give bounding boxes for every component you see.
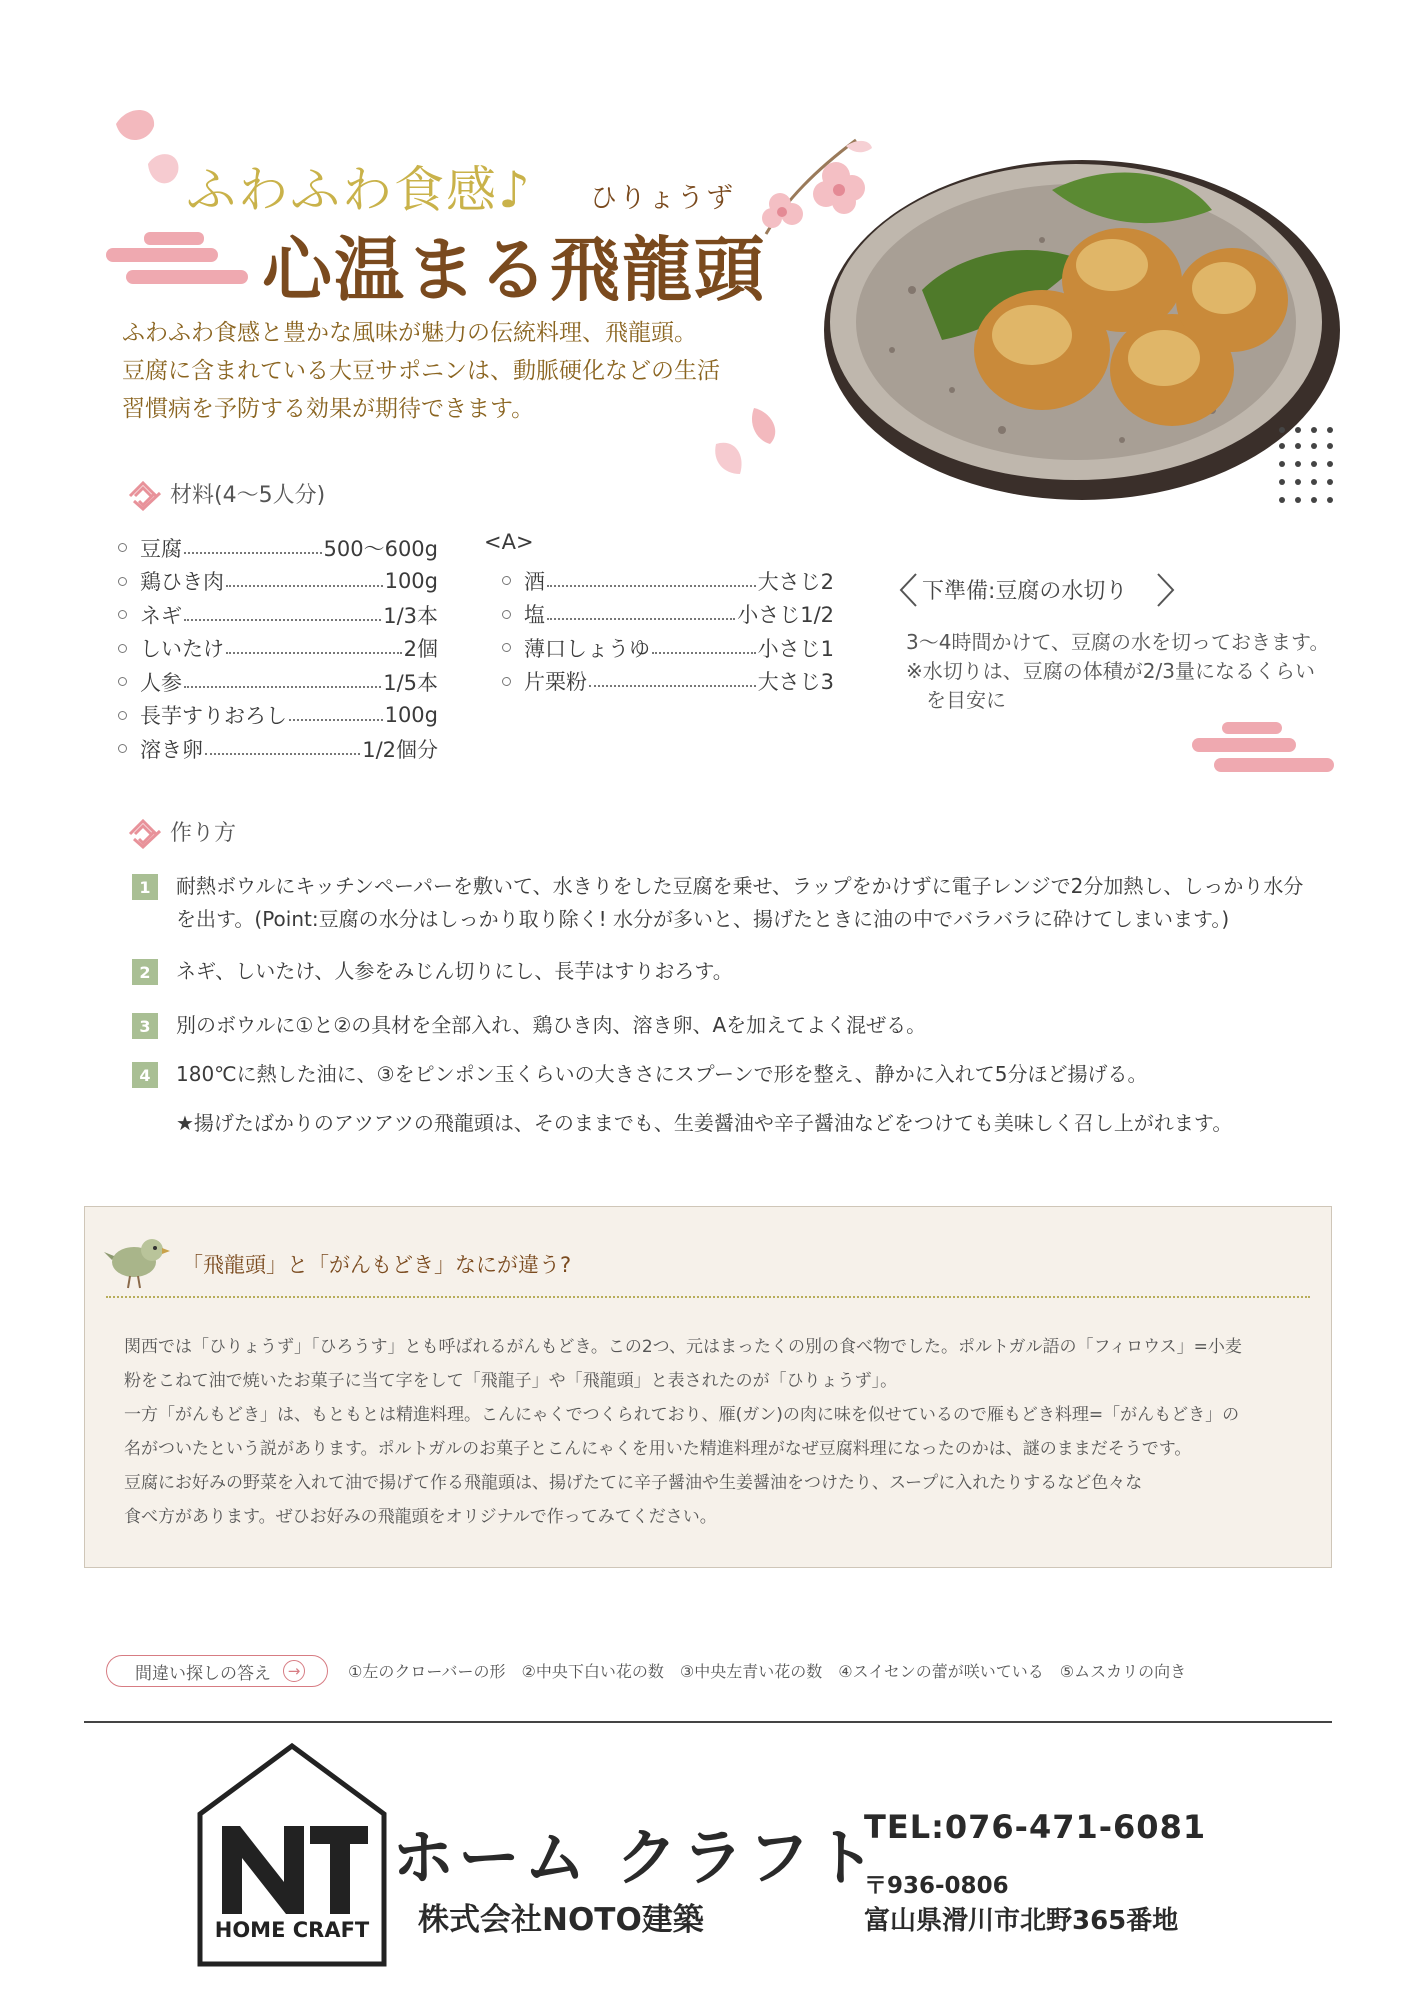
bracket-left-icon: [898, 572, 918, 608]
step-4: [132, 1058, 1148, 1091]
step-text: 別のボウルに①と②の具材を全部入れ、鶏ひき肉、溶き卵、Aを加えてよく混ぜる。: [176, 1013, 927, 1037]
list-item: [502, 564, 834, 598]
bird-icon: [104, 1230, 170, 1290]
pink-stripe-left: [106, 226, 248, 286]
address: 富山県滑川市北野365番地: [864, 1906, 1179, 1936]
ingredient-amount: 大さじ2: [757, 569, 834, 594]
info-line: 関西では「ひりょうず」「ひろうす」とも呼ばれるがんもどき。この2つ、元はまったくの別の食べ物でした。ポルトガル語の「フィロウス」=小麦: [124, 1337, 1242, 1357]
step-number: 3: [132, 1013, 158, 1039]
ingredient-name: 溶き卵: [140, 737, 203, 762]
list-item: [502, 665, 834, 699]
lead-text: [122, 314, 782, 428]
tip-note: ★揚げたばかりのアツアツの飛龍頭は、そのままでも、生姜醤油や辛子醤油などをつけても美味しく召し上がれます。: [176, 1111, 1233, 1135]
prep-line: 3～4時間かけて、豆腐の水を切っておきます。: [906, 630, 1330, 654]
group-a-list: [502, 564, 834, 698]
step-number: 2: [132, 959, 158, 985]
ingredient-amount: 大さじ3: [757, 670, 834, 695]
postal-code: 〒936-0806: [864, 1873, 1009, 1899]
step-2: [132, 955, 733, 988]
prep-line: ※水切りは、豆腐の体積が2/3量になるくらい: [906, 659, 1315, 683]
list-item: [118, 699, 438, 733]
ingredient-amount: 1/5本: [383, 670, 438, 695]
list-item: [118, 732, 438, 766]
sakura-petals-left: [108, 104, 198, 196]
step-text: 180℃に熱した油に、③をピンポン玉くらいの大きさにスプーンで形を整え、静かに入れて5分ほど揚げる。: [176, 1062, 1148, 1086]
ingredient-name: 長芋すりおろし: [140, 704, 287, 729]
ingredient-amount: 小さじ1: [757, 636, 834, 661]
ingredient-amount: 1/3本: [383, 603, 438, 628]
ingredient-amount: 100g: [384, 703, 438, 728]
step-text: を出す。(Point:豆腐の水分はしっかり取り除く! 水分が多いと、揚げたときに油の中でバラバラに砕けてしまいます。): [176, 907, 1230, 931]
step-number: 1: [132, 874, 158, 900]
arrow-right-icon: →: [283, 1660, 305, 1682]
step-3: [132, 1009, 926, 1042]
group-a-label: <A>: [484, 530, 534, 554]
info-body: [124, 1330, 1314, 1534]
footer-divider: [84, 1721, 1332, 1723]
info-line: 粉をこねて油で焼いたお菓子に当て字をして「飛龍子」や「飛龍頭」と表されたのが「ひりょうず」。: [124, 1371, 898, 1391]
brand-name: ホーム クラフト: [392, 1821, 880, 1894]
info-title: 「飛龍頭」と「がんもどき」なにが違う?: [182, 1253, 572, 1277]
method-heading: [128, 816, 236, 849]
step-text: ネギ、しいたけ、人参をみじん切りにし、長芋はすりおろす。: [176, 959, 733, 983]
info-line: 食べ方があります。ぜひお好みの飛龍頭をオリジナルで作ってみてください。: [124, 1507, 717, 1527]
prep-title: 下準備:豆腐の水切り: [922, 579, 1128, 604]
list-item: [118, 565, 438, 599]
list-item: [118, 531, 438, 565]
ingredient-name: 豆腐: [140, 536, 182, 561]
ingredients-heading: [128, 478, 325, 511]
ingredient-amount: 1/2個分: [362, 737, 438, 762]
lead-line: ふわふわ食感と豊かな風味が魅力の伝統料理、飛龍頭。: [122, 320, 697, 346]
list-item: [118, 632, 438, 666]
ingredient-amount: 100g: [384, 569, 438, 594]
step-text: 耐熱ボウルにキッチンペーパーを敷いて、水きりをした豆腐を乗せ、ラップをかけずに電子レンジで2分加熱し、しっかり水分: [176, 874, 1304, 898]
ingredient-list: [118, 531, 438, 766]
prep-line: を目安に: [906, 688, 1006, 712]
list-item: [118, 665, 438, 699]
prep-body: [906, 628, 1336, 715]
lead-line: 習慣病を予防する効果が期待できます。: [122, 396, 535, 422]
pink-stripe-right: [1192, 720, 1334, 776]
phone-number: TEL:076-471-6081: [864, 1808, 1207, 1846]
ingredient-name: しいたけ: [140, 637, 224, 662]
company-name: 株式会社NOTO建築: [418, 1902, 704, 1938]
ingredient-name: 人参: [140, 670, 182, 695]
lead-line: 豆腐に含まれている大豆サポニンは、動脈硬化などの生活: [122, 358, 720, 384]
ingredient-amount: 500～600g: [323, 536, 438, 561]
info-line: 豆腐にお好みの野菜を入れて油で揚げて作る飛龍頭は、揚げたてに辛子醤油や生姜醤油をつけたり、スープに入れたりするなど色々な: [124, 1473, 1143, 1493]
ingredient-name: 片栗粉: [524, 670, 587, 695]
page-title: 心温まる飛龍頭: [262, 229, 766, 311]
dotted-divider: [106, 1296, 1310, 1298]
method-heading-label: 作り方: [170, 821, 237, 846]
info-line: 一方「がんもどき」は、もともとは精進料理。こんにゃくでつくられており、雁(ガン)の肉に味を似せているので雁もどき料理=「がんもどき」の: [124, 1405, 1240, 1425]
ingredient-name: 塩: [524, 603, 545, 628]
logo-text: HOME CRAFT: [214, 1918, 370, 1942]
answer-badge: [106, 1655, 328, 1687]
ingredient-name: 酒: [524, 569, 545, 594]
ingredient-amount: 小さじ1/2: [737, 603, 834, 628]
bracket-right-icon: [1156, 572, 1176, 608]
info-line: 名がついたという説があります。ポルトガルのお菓子とこんにゃくを用いた精進料理がなぜ豆腐料理になったのかは、謎のままだそうです。: [124, 1439, 1192, 1459]
ingredient-name: 鶏ひき肉: [140, 570, 224, 595]
ingredient-name: 薄口しょうゆ: [524, 636, 650, 661]
list-item: [502, 631, 834, 665]
title-ruby: ひりょうず: [590, 183, 735, 214]
ingredients-heading-label: 材料(4～5人分): [170, 483, 326, 508]
food-photo: [792, 130, 1342, 522]
list-item: [502, 598, 834, 632]
pattern-mark-icon: [128, 481, 162, 511]
ingredient-name: ネギ: [140, 603, 182, 628]
step-1: [132, 870, 1303, 936]
answer-list: ①左のクローバーの形 ②中央下白い花の数 ③中央左青い花の数 ④スイセンの蕾が咲いている ⑤ムスカリの向き: [348, 1662, 1187, 1681]
pattern-mark-icon: [128, 819, 162, 849]
answer-label: 間違い探しの答え: [135, 1663, 271, 1684]
subtitle: ふわふわ食感♪: [186, 161, 532, 219]
ingredient-amount: 2個: [403, 637, 438, 662]
step-number: 4: [132, 1062, 158, 1088]
dot-grid: [1276, 424, 1334, 506]
list-item: [118, 598, 438, 632]
